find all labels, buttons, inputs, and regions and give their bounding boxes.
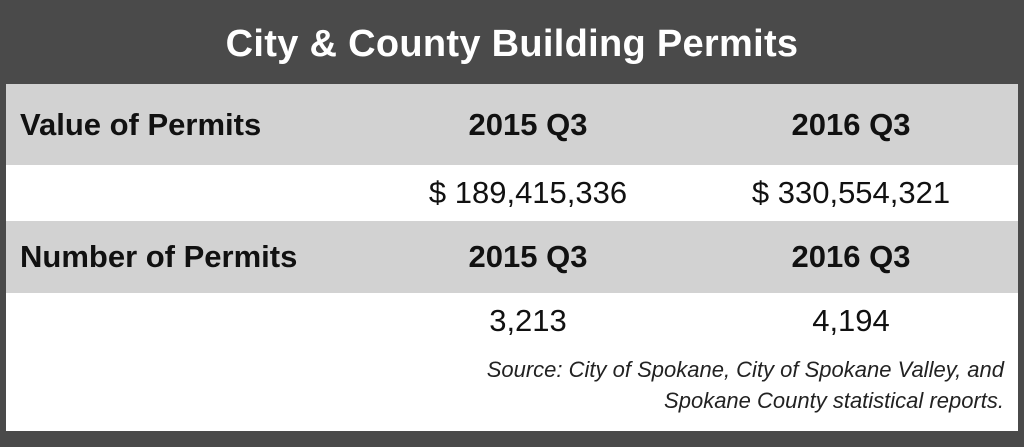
- source-line-1: Source: City of Spokane, City of Spokane Valley, and: [486, 357, 1004, 382]
- value-2016-q3: $ 330,554,321: [751, 175, 951, 210]
- column-header-2016-q3: 2016 Q3: [791, 106, 911, 142]
- table-header-row: [6, 84, 1018, 165]
- source-note: [306, 354, 1004, 416]
- source-line-2: Spokane County statistical reports.: [664, 388, 1004, 413]
- column-header-2015-q3: 2015 Q3: [468, 106, 588, 142]
- value-2015-q3: $ 189,415,336: [428, 175, 628, 210]
- column-header-2016-q3: 2016 Q3: [791, 239, 911, 274]
- permits-table: [6, 84, 1018, 431]
- table-row: [6, 293, 1018, 349]
- column-header-2015-q3: 2015 Q3: [468, 239, 588, 274]
- table-row: [6, 165, 1018, 221]
- row-label-number-of-permits: Number of Permits: [20, 239, 298, 274]
- row-label-value-of-permits: Value of Permits: [20, 106, 262, 142]
- count-2016-q3: 4,194: [812, 303, 890, 338]
- count-2015-q3: 3,213: [489, 303, 567, 338]
- chart-title: City & County Building Permits: [4, 4, 1020, 84]
- table-header-row: [6, 221, 1018, 293]
